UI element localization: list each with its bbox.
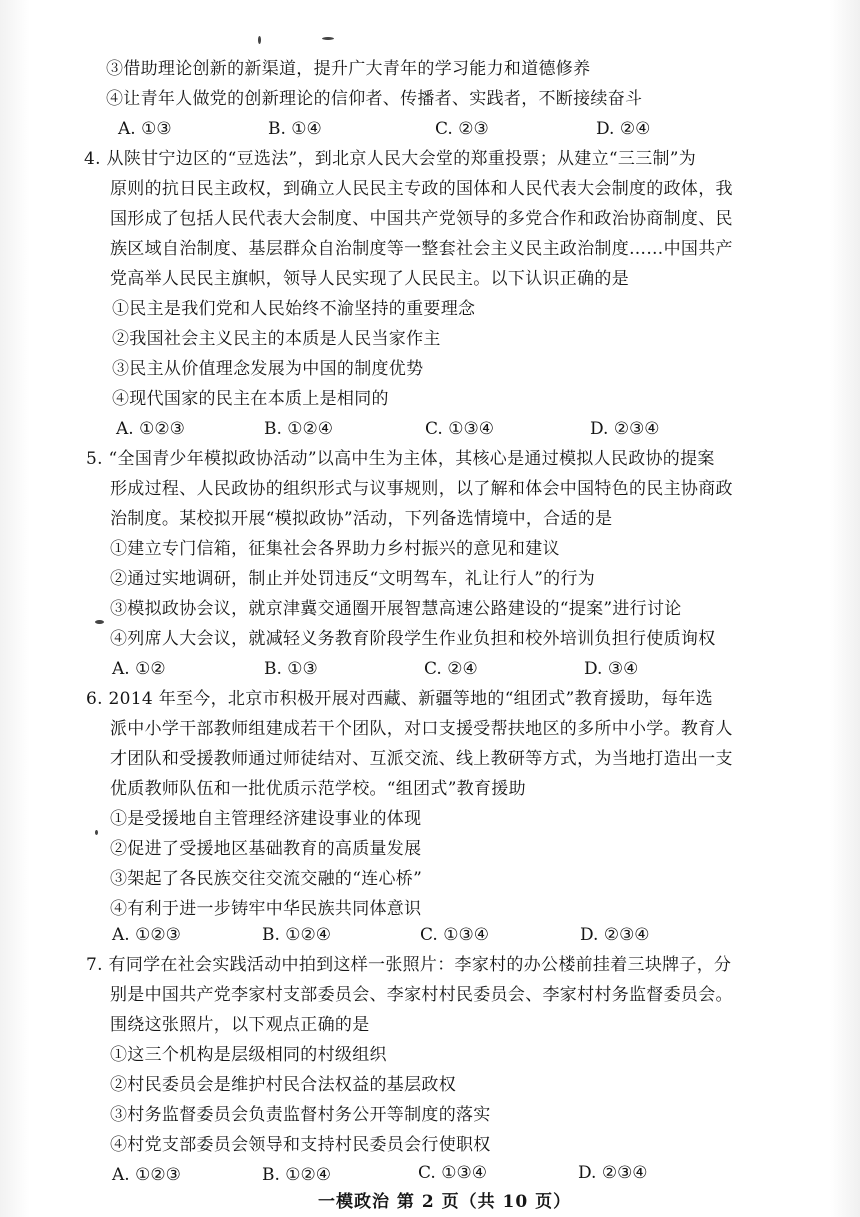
- question-7-item-3: ③村务监督委员会负责监督村务公开等制度的落实: [110, 1105, 491, 1125]
- question-7-stem-line: 围绕这张照片，以下观点正确的是: [110, 1015, 370, 1035]
- option-a: A. ①②③: [116, 419, 185, 439]
- question-5-stem-line: 治制度。某校拟开展“模拟政协”活动，下列备选情境中，合适的是: [110, 509, 613, 529]
- question-4-item-1: ①民主是我们党和人民始终不渝坚持的重要理念: [112, 299, 476, 319]
- question-6-item-4: ④有利于进一步铸牢中华民族共同体意识: [110, 899, 422, 919]
- question-6-item-3: ③架起了各民族交往交流交融的“连心桥”: [110, 869, 423, 889]
- prev-question-item-4: ④让青年人做党的创新理论的信仰者、传播者、实践者，不断接续奋斗: [106, 89, 643, 109]
- question-7-item-1: ①这三个机构是层级相同的村级组织: [110, 1045, 387, 1065]
- option-c: C. ①③④: [420, 925, 489, 945]
- question-4-item-2: ②我国社会主义民主的本质是人民当家作主: [112, 329, 441, 349]
- question-6-stem-line: 优质教师队伍和一批优质示范学校。“组团式”教育援助: [110, 779, 526, 799]
- question-6-stem-line: 才团队和受援教师通过师徒结对、互派交流、线上教研等方式，为当地打造出一支: [110, 749, 733, 769]
- page-footer: 一模政治 第 2 页（共 10 页）: [318, 1192, 572, 1212]
- option-a: A. ①③: [118, 119, 172, 139]
- option-b: B. ①③: [264, 659, 318, 679]
- question-4-stem-line: 4. 从陕甘宁边区的“豆选法”，到北京人民大会堂的郑重投票；从建立“三三制”为: [84, 149, 697, 169]
- question-4-stem-line: 原则的抗日民主政权，到确立人民民主专政的国体和人民代表大会制度的政体，我: [110, 179, 733, 199]
- option-c: C. ①③④: [425, 419, 494, 439]
- question-4-item-4: ④现代国家的民主在本质上是相同的: [112, 389, 389, 409]
- option-a: A. ①②③: [112, 925, 181, 945]
- question-6-item-1: ①是受援地自主管理经济建设事业的体现: [110, 809, 422, 829]
- question-6-stem-line: 6. 2014 年至今，北京市积极开展对西藏、新疆等地的“组团式”教育援助，每年选: [86, 689, 713, 709]
- scan-speck: [95, 830, 98, 835]
- option-d: D. ②③④: [578, 1163, 648, 1183]
- option-b: B. ①④: [268, 119, 322, 139]
- option-b: B. ①②④: [262, 1165, 332, 1185]
- question-6-item-2: ②促进了受援地区基础教育的高质量发展: [110, 839, 422, 859]
- question-6-stem-line: 派中小学干部教师组建成若干个团队，对口支援受帮扶地区的多所中小学。教育人: [110, 719, 733, 739]
- question-7-stem-line: 别是中国共产党李家村支部委员会、李家村村民委员会、李家村村务监督委员会。: [110, 985, 733, 1005]
- option-b: B. ①②④: [262, 925, 332, 945]
- question-7-item-2: ②村民委员会是维护村民合法权益的基层政权: [110, 1075, 456, 1095]
- option-d: D. ③④: [584, 659, 639, 679]
- option-c: C. ②③: [435, 119, 489, 139]
- option-a: A. ①②③: [112, 1165, 181, 1185]
- question-4-stem-line: 国形成了包括人民代表大会制度、中国共产党领导的多党合作和政治协商制度、民: [110, 209, 733, 229]
- option-d: D. ②③④: [580, 925, 650, 945]
- question-4-stem-line: 党高举人民民主旗帜，领导人民实现了人民民主。以下认识正确的是: [110, 269, 629, 289]
- scan-speck: [322, 37, 334, 40]
- question-5-item-1: ①建立专门信箱，征集社会各界助力乡村振兴的意见和建议: [110, 539, 560, 559]
- question-5-stem-line: 5. “全国青少年模拟政协活动”以高中生为主体，其核心是通过模拟人民政协的提案: [86, 449, 715, 469]
- question-5-item-4: ④列席人大会议，就减轻义务教育阶段学生作业负担和校外培训负担行使质询权: [110, 629, 716, 649]
- question-4-item-3: ③民主从价值理念发展为中国的制度优势: [112, 359, 424, 379]
- question-5-item-2: ②通过实地调研，制止并处罚违反“文明驾车，礼让行人”的行为: [110, 569, 596, 589]
- question-5-item-3: ③模拟政协会议，就京津冀交通圈开展智慧高速公路建设的“提案”进行讨论: [110, 599, 682, 619]
- option-d: D. ②④: [596, 119, 651, 139]
- prev-question-item-3: ③借助理论创新的新渠道，提升广大青年的学习能力和道德修养: [106, 59, 591, 79]
- option-a: A. ①②: [112, 659, 166, 679]
- option-c: C. ①③④: [418, 1163, 487, 1183]
- scan-speck: [95, 620, 104, 624]
- option-b: B. ①②④: [264, 419, 334, 439]
- question-7-item-4: ④村党支部委员会领导和支持村民委员会行使职权: [110, 1135, 491, 1155]
- option-c: C. ②④: [424, 659, 478, 679]
- scan-speck: [258, 36, 261, 44]
- question-7-stem-line: 7. 有同学在社会实践活动中拍到这样一张照片：李家村的办公楼前挂着三块牌子，分: [86, 955, 732, 975]
- option-d: D. ②③④: [590, 419, 660, 439]
- question-4-stem-line: 族区域自治制度、基层群众自治制度等一整套社会主义民主政治制度……中国共产: [110, 239, 733, 259]
- question-5-stem-line: 形成过程、人民政协的组织形式与议事规则，以了解和体会中国特色的民主协商政: [110, 479, 733, 499]
